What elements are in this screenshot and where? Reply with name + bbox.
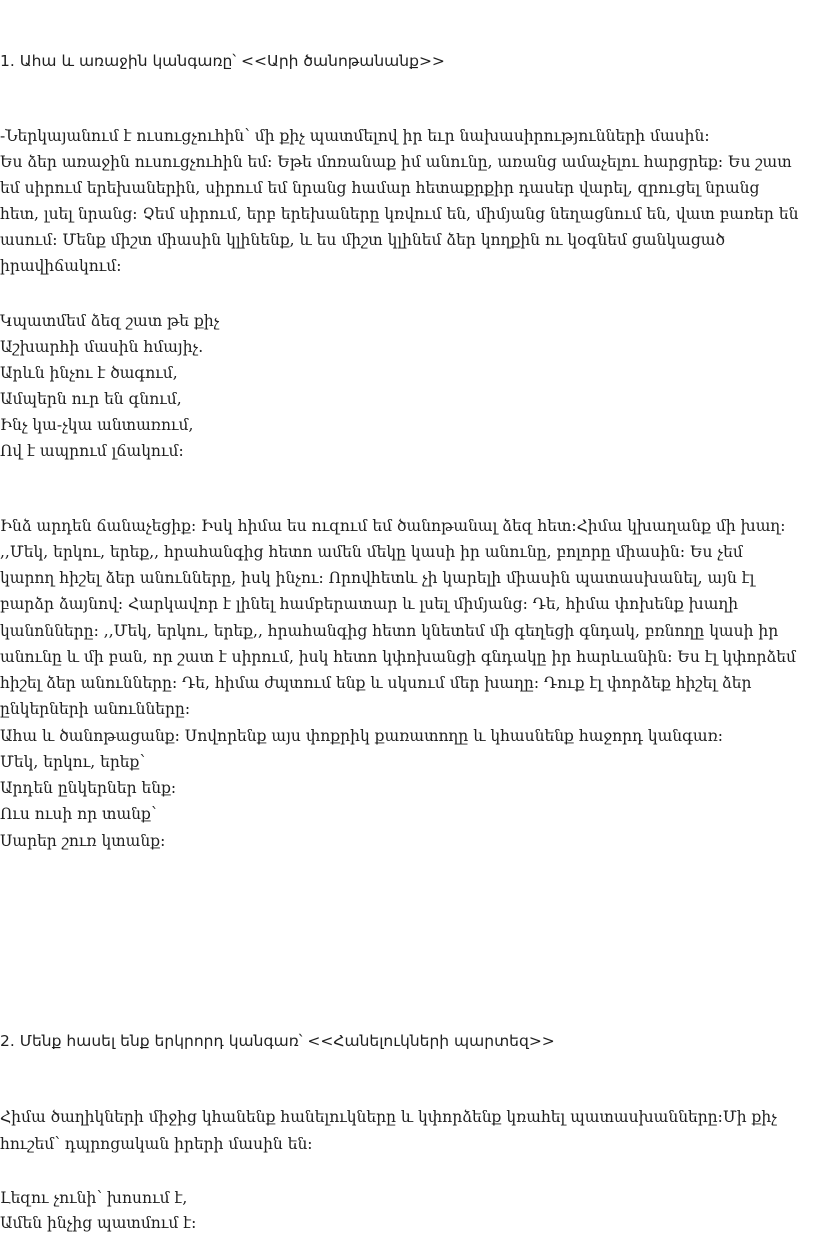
text-line: -Ներկայանում է ուսուցչուհին՝ մի քիչ պատմելով իր եւր նախասիրությունների մասին: bbox=[0, 127, 710, 145]
text-line: կանոնները: ,,Մեկ, երկու, երեք,, հրահանգից հետո կնետեմ մի գեղեցի գնդակ, բռնողը կասի իր bbox=[0, 622, 779, 640]
verse-line: Ուս ուսի որ տանք՝ bbox=[0, 805, 157, 823]
verse-line: Մեկ, երկու, երեք՝ bbox=[0, 753, 146, 771]
poem-line: Աշխարհի մասին հմայիչ. bbox=[0, 338, 204, 356]
text-line: բարձր ձայնով: Հարկավոր է լինել համբերատար և լսել միմյանց: Դե, հիմա փոխենք խաղի bbox=[0, 595, 739, 613]
text-line: Հիմա ծաղիկների միջից կհանենք հանելուկները և կփորձենք կռահել պատասխանները:Մի քիչ bbox=[0, 1108, 777, 1126]
poem-line: Ամպերն ուր են գնում, bbox=[0, 390, 182, 408]
text-line: հետ, լսել նրանց: Չեմ սիրում, երբ երեխաները կռվում են, միմյանց նեղացնում են, վատ բառեր են bbox=[0, 205, 799, 223]
text-line: Ահա և ծանոթացանք: Սովորենք այս փոքրիկ քառատողը և կհասնենք հաջորդ կանգառ: bbox=[0, 727, 724, 745]
riddle-line: Լեզու չունի՝ խոսում է, bbox=[0, 1189, 188, 1207]
text-line: հիշել ձեր անունները: Դե, հիմա ժպտում ենք և սկսում մեր խաղը: Դուք էլ փորձեք հիշել ձեր bbox=[0, 674, 752, 692]
text-line: կարող հիշել ձեր անունները, իսկ ինչու: Որովհետև չի կարելի միասին պատասխանել, այն էլ bbox=[0, 569, 755, 587]
text-line: իրավիճակում: bbox=[0, 257, 122, 275]
poem-line: Արևն ինչու է ծագում, bbox=[0, 364, 178, 382]
text-line: ասում: Մենք միշտ միասին կլինենք, և ես միշտ կլինեմ ձեր կողքին ու կօգնեմ ցանկացած bbox=[0, 231, 726, 249]
text-line: ,,Մեկ, երկու, երեք,, հրահանգից հետո ամեն մեկը կասի իր անունը, բոլորը միասին: Ես չեմ bbox=[0, 543, 743, 561]
text-line: Ինձ արդեն ճանաչեցիք: Իսկ հիմա ես ուզում եմ ծանոթանալ ձեզ հետ:Հիմա կխաղանք մի խաղ: bbox=[0, 517, 786, 535]
text-line: եմ սիրում երեխաներին, սիրում եմ նրանց համար հետաքրքիր դասեր վարել, զրուցել նրանց bbox=[0, 179, 760, 197]
verse-line: Սարեր շուռ կտանք: bbox=[0, 832, 166, 850]
section-1-heading: 1. Ահա և առաջին կանգառը՝ <<Արի ծանոթանանք>> bbox=[0, 52, 445, 70]
poem-line: Կպատմեմ ձեզ շատ թե քիչ bbox=[0, 312, 220, 330]
riddle-line: Ամեն ինչից պատմում է: bbox=[0, 1214, 197, 1232]
section-2-heading: 2. Մենք հասել ենք երկրորդ կանգառ՝ <<Հանելուկների պարտեզ>> bbox=[0, 1032, 555, 1050]
poem-line: Ինչ կա-չկա անտառում, bbox=[0, 416, 194, 434]
poem-line: Ով է ապրում լճակում: bbox=[0, 442, 184, 460]
text-line: Ես ձեր առաջին ուսուցչուհին եմ: Եթե մոռանաք իմ անունը, առանց ամաչելու հարցրեք: Ես շատ bbox=[0, 153, 792, 171]
text-line: անունը և մի բան, որ շատ է սիրում, իսկ հետո կփոխանցի գնդակը իր հարևանին: Ես էլ կփորձեմ bbox=[0, 648, 797, 666]
verse-line: Արդեն ընկերներ ենք: bbox=[0, 779, 177, 797]
text-line: հուշեմ՝ դպրոցական իրերի մասին են: bbox=[0, 1135, 313, 1153]
text-line: ընկերների անունները: bbox=[0, 700, 191, 718]
